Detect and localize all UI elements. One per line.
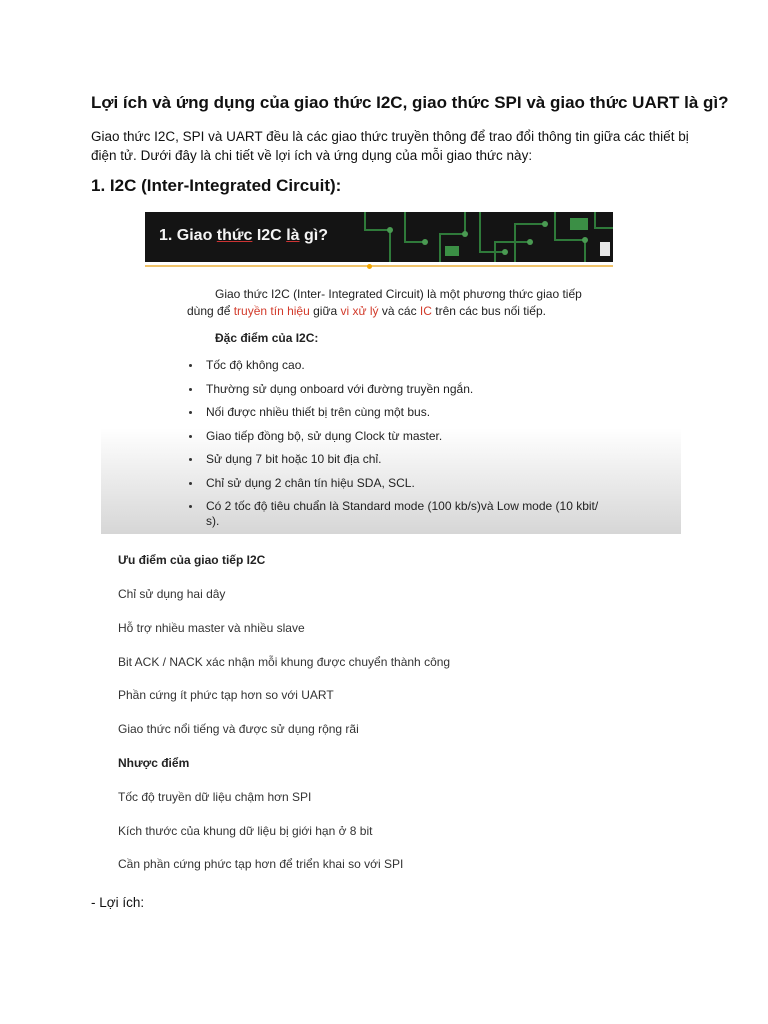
- disadvantages-title: Nhược điểm: [118, 756, 190, 770]
- slide-text: trên các bus nối tiếp.: [431, 304, 546, 318]
- slide-highlight: IC: [419, 304, 432, 318]
- intro-paragraph: Giao thức I2C, SPI và UART đều là các giao thức truyền thông để trao đổi thông tin giữa các thiết bị điện tử. Dưới đây là chi tiết về lợi ích và ứng dụng của mỗi giao thức này:: [91, 129, 689, 163]
- slide-feature-item: Tốc độ không cao.: [187, 358, 607, 373]
- slide-text: và các: [378, 304, 420, 318]
- slide-feature-item: Thường sử dụng onboard với đường truyền ngắn.: [187, 382, 607, 397]
- advantage-item: Hỗ trợ nhiều master và nhiều slave: [118, 621, 305, 635]
- slide-feature-item: Sử dụng 7 bit hoặc 10 bit địa chỉ.: [187, 452, 607, 467]
- disadvantage-item: Kích thước của khung dữ liệu bị giới hạn ở 8 bit: [118, 824, 373, 838]
- circuit-board-graphic: [345, 212, 613, 262]
- slide-text: dùng để: [187, 304, 234, 318]
- advantage-item: Phần cứng ít phức tạp hơn so với UART: [118, 688, 334, 702]
- slide-feature-list: [187, 358, 607, 534]
- slide-divider: [145, 265, 613, 267]
- slide-header: [145, 212, 613, 262]
- slide-feature-item: Có 2 tốc độ tiêu chuẩn là Standard mode (100 kb/s)và Low mode (10 kbit/ s).: [187, 499, 607, 529]
- slide-header-text: 1. Giao: [159, 227, 217, 244]
- advantage-item: Giao thức nổi tiếng và được sử dụng rộng rãi: [118, 722, 359, 736]
- slide-feature-item: Giao tiếp đồng bộ, sử dụng Clock từ master.: [187, 429, 607, 444]
- slide-highlight: vi xử lý: [340, 304, 379, 318]
- disadvantage-item: Tốc độ truyền dữ liệu chậm hơn SPI: [118, 790, 312, 804]
- section-heading-i2c: 1. I2C (Inter-Integrated Circuit):: [91, 176, 342, 195]
- slide-feature-item: Chỉ sử dụng 2 chân tín hiệu SDA, SCL.: [187, 476, 607, 491]
- slide-description-line: Giao thức I2C (Inter- Integrated Circuit) là một phương thức giao tiếp: [215, 287, 582, 301]
- slide-features-title: Đặc điểm của I2C:: [215, 331, 319, 345]
- slide-feature-item: Nối được nhiều thiết bị trên cùng một bus.: [187, 405, 607, 420]
- slide-highlight: truyền tín hiệu: [233, 304, 310, 318]
- slide-description-line: [187, 303, 597, 320]
- benefits-label: - Lợi ích:: [91, 895, 145, 910]
- page-title: Lợi ích và ứng dụng của giao thức I2C, giao thức SPI và giao thức UART là gì?: [91, 93, 729, 112]
- i2c-slide-image: [101, 212, 681, 534]
- slide-header-text: là: [286, 227, 300, 244]
- advantage-item: Chỉ sử dụng hai dây: [118, 587, 226, 601]
- slide-header-text: I2C: [252, 227, 287, 244]
- slide-text: giữa: [309, 304, 341, 318]
- slide-header-title: [159, 227, 328, 245]
- slide-header-text: thức: [216, 227, 253, 244]
- slide-header-text: gì?: [299, 227, 328, 244]
- slide-description: [187, 286, 597, 320]
- advantages-title: Ưu điểm của giao tiếp I2C: [118, 553, 266, 567]
- advantage-item: Bit ACK / NACK xác nhận mỗi khung được chuyển thành công: [118, 655, 451, 669]
- disadvantage-item: Cần phần cứng phức tạp hơn để triển khai so với SPI: [118, 857, 404, 871]
